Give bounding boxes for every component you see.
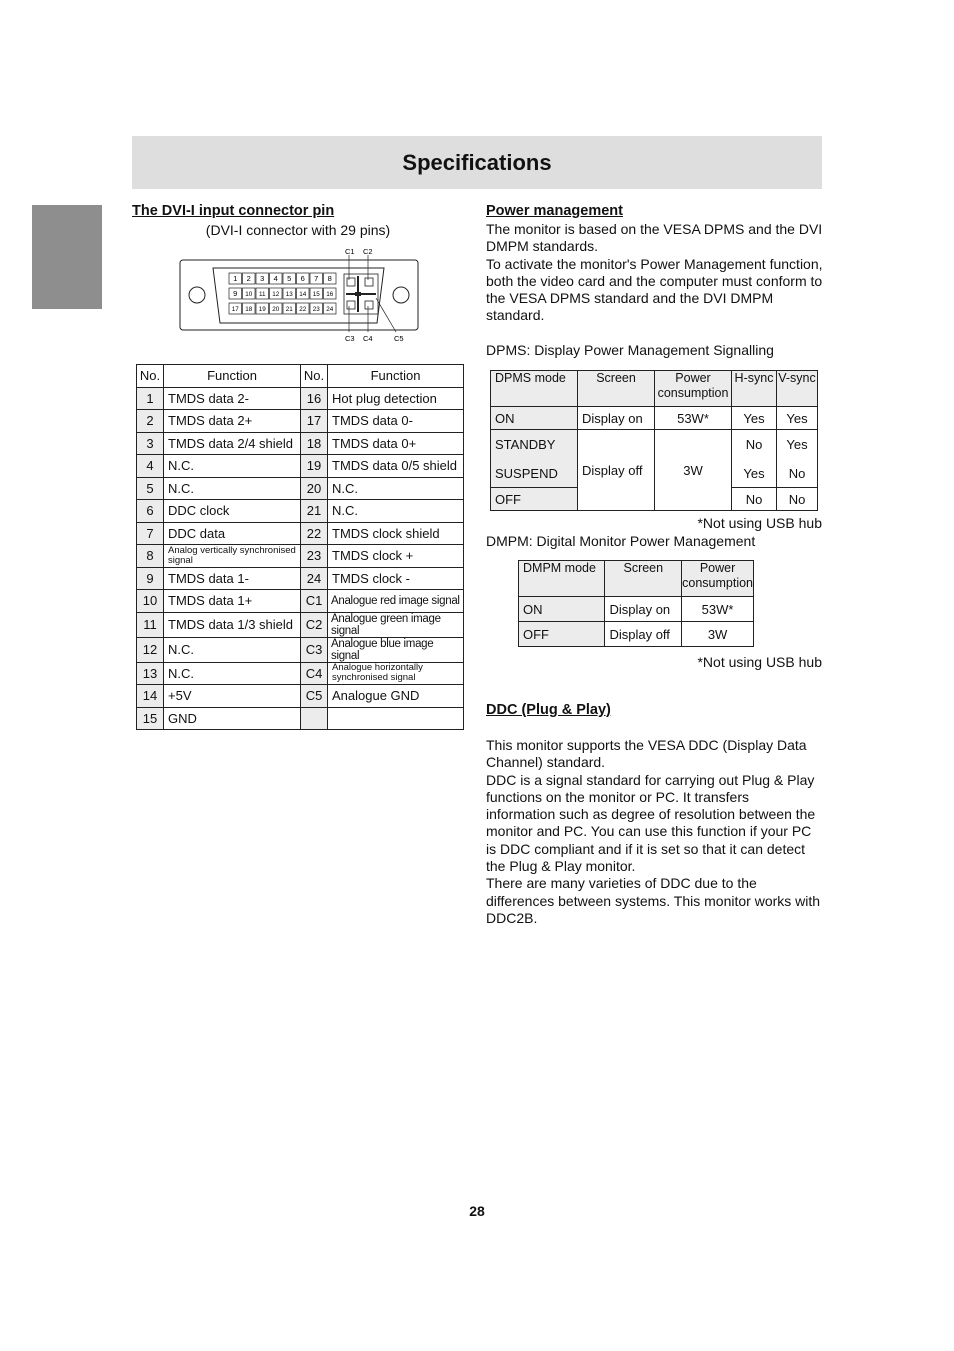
dmpm-on-power: 53W* <box>682 597 754 622</box>
pin-function-table <box>136 364 464 730</box>
dpms-standby-vsync: Yes <box>786 437 808 452</box>
pin-table-body <box>137 387 464 730</box>
pin-function: Analogue GND <box>328 685 464 708</box>
connector-pin-label: 6 <box>300 274 305 284</box>
pin-number: 9 <box>137 567 164 590</box>
dmpm-off-mode: OFF <box>519 622 605 647</box>
connector-pin-label: 3 <box>260 274 265 284</box>
c1-label: C1 <box>345 247 355 256</box>
page-title: Specifications <box>402 149 552 175</box>
pin-function: N.C. <box>328 477 464 500</box>
dmpm-on-screen: Display on <box>605 597 682 622</box>
pin-function: Hot plug detection <box>328 387 464 410</box>
power-intro <box>486 221 826 325</box>
pin-function: Analogue green image signal <box>328 612 464 637</box>
c4-label: C4 <box>363 334 373 343</box>
dpms-on-power: 53W* <box>655 407 732 430</box>
pin-number: 4 <box>137 455 164 478</box>
pin-number: 16 <box>301 387 328 410</box>
header-no-2: No. <box>301 365 328 388</box>
pin-function: TMDS data 1- <box>164 567 301 590</box>
pin-function: TMDS data 1/3 shield <box>164 612 301 637</box>
title-bar <box>132 136 822 189</box>
dpms-on-hsync: Yes <box>732 407 777 430</box>
dpms-shared-screen: Display off <box>578 430 655 511</box>
pin-function: TMDS data 1+ <box>164 590 301 613</box>
c1-pin <box>347 278 355 286</box>
dpms-table <box>490 370 818 511</box>
connector-pin-label: 19 <box>258 306 266 314</box>
table-header-row <box>137 365 464 388</box>
pin-number: 5 <box>137 477 164 500</box>
connector-pin-label: 10 <box>245 291 253 299</box>
right-screw-hole <box>393 287 409 303</box>
pin-function: Analog vertically synchronised signal <box>164 545 301 568</box>
connector-pin-label: 12 <box>272 291 280 299</box>
c2-pin <box>365 278 373 286</box>
left-screw-hole <box>189 287 205 303</box>
connector-pin-label: 21 <box>285 306 293 314</box>
connector-pin-label: 13 <box>285 291 293 299</box>
pin-function: TMDS data 2/4 shield <box>164 432 301 455</box>
pin-number: 13 <box>137 662 164 685</box>
pin-number: 23 <box>301 545 328 568</box>
dmpm-header-mode: DMPM mode <box>519 561 605 597</box>
header-no-1: No. <box>137 365 164 388</box>
c4-pin <box>365 301 373 309</box>
table-row <box>137 455 464 478</box>
dpms-caption: DPMS: Display Power Management Signalling <box>486 342 774 358</box>
pin-number: 11 <box>137 612 164 637</box>
c3-pin <box>347 301 355 309</box>
dvi-subtitle: (DVI-I connector with 29 pins) <box>205 222 391 238</box>
pin-number: C3 <box>301 637 328 662</box>
ddc-body <box>486 737 822 927</box>
dmpm-table <box>518 560 754 647</box>
dpms-row-on <box>491 407 818 430</box>
c3-label: C3 <box>345 334 355 343</box>
header-function-1: Function <box>164 365 301 388</box>
connector-pin-label: 7 <box>314 274 319 284</box>
connector-pin-label: 4 <box>273 274 278 284</box>
dpms-footnote: *Not using USB hub <box>697 515 822 531</box>
pin-function: Analogue blue image signal <box>328 637 464 662</box>
table-row <box>137 662 464 685</box>
pin-number: C1 <box>301 590 328 613</box>
table-row <box>137 500 464 523</box>
pin-function: N.C. <box>328 500 464 523</box>
pin-number: 17 <box>301 410 328 433</box>
pin-function: N.C. <box>164 662 301 685</box>
dpms-suspend-hsync: Yes <box>743 465 765 481</box>
pin-number: 8 <box>137 545 164 568</box>
table-row <box>137 477 464 500</box>
pin-number: C5 <box>301 685 328 708</box>
connector-pin-label: 16 <box>326 291 334 299</box>
connector-pin-label: 24 <box>326 306 334 314</box>
dpms-row-standby-suspend <box>491 430 818 488</box>
connector-pin-label: 23 <box>312 306 320 314</box>
table-row <box>137 410 464 433</box>
dmpm-row-on <box>519 597 754 622</box>
pin-function: TMDS clock - <box>328 567 464 590</box>
dpms-header-row <box>491 371 818 407</box>
c2-label: C2 <box>363 247 373 256</box>
table-row <box>137 387 464 410</box>
connector-pin-label: 15 <box>312 291 320 299</box>
pin-number: 1 <box>137 387 164 410</box>
pin-function: +5V <box>164 685 301 708</box>
table-row <box>137 685 464 708</box>
dpms-suspend-mode: SUSPEND <box>495 465 558 481</box>
table-row <box>137 522 464 545</box>
ddc-para-2: DDC is a signal standard for carrying out Plug & Play functions on the monitor or PC. It transfers information such as degree of resolution between the monitor and PC. You can use this function if your PC is DDC compliant and if it is set so that it can detect the Plug & Play monitor. <box>486 771 816 875</box>
side-tab-marker <box>32 205 102 309</box>
c5-label: C5 <box>394 334 404 343</box>
pin-number: 24 <box>301 567 328 590</box>
dmpm-off-power: 3W <box>682 622 754 647</box>
pin-number: 3 <box>137 432 164 455</box>
dpms-on-mode: ON <box>491 407 578 430</box>
table-row <box>137 707 464 730</box>
pin-function: Analogue red image signal <box>328 590 464 613</box>
dpms-standby-mode: STANDBY <box>495 437 556 452</box>
pin-number: 6 <box>137 500 164 523</box>
pin-number: 21 <box>301 500 328 523</box>
pin-function: TMDS data 2- <box>164 387 301 410</box>
dpms-header-power: Power consumption <box>655 371 732 407</box>
pin-function: N.C. <box>164 477 301 500</box>
pin-number: 7 <box>137 522 164 545</box>
dpms-off-vsync: No <box>777 488 818 511</box>
ddc-para-1: This monitor supports the VESA DDC (Display Data Channel) standard. <box>486 737 807 771</box>
pin-function: GND <box>164 707 301 730</box>
connector-pin-label: 1 <box>233 274 238 284</box>
power-para-2: To activate the monitor's Power Management function, both the video card and the computer must conform to the VESA DPMS standard and the DVI DMPM standard. <box>486 255 823 324</box>
table-row <box>137 637 464 662</box>
pin-number: 14 <box>137 685 164 708</box>
connector-pin-label: 9 <box>233 289 238 299</box>
pin-number: 12 <box>137 637 164 662</box>
pin-function <box>328 707 464 730</box>
table-row <box>137 590 464 613</box>
pin-number: C2 <box>301 612 328 637</box>
dvi-heading: The DVI-I input connector pin <box>132 203 335 219</box>
connector-pin-label: 8 <box>327 274 332 284</box>
pin-number <box>301 707 328 730</box>
pin-function: DDC data <box>164 522 301 545</box>
dpms-header-vsync: V-sync <box>777 371 818 407</box>
dpms-standby-hsync: No <box>745 437 763 452</box>
pin-number: 15 <box>137 707 164 730</box>
pin-number: C4 <box>301 662 328 685</box>
pin-function: TMDS clock shield <box>328 522 464 545</box>
power-heading: Power management <box>486 203 623 219</box>
pin-number: 18 <box>301 432 328 455</box>
pin-number: 10 <box>137 590 164 613</box>
connector-pin-label: 22 <box>299 306 307 314</box>
pin-function: TMDS clock + <box>328 545 464 568</box>
ddc-para-3: There are many varieties of DDC due to the differences between systems. This monitor works with DDC2B. <box>486 875 821 926</box>
power-para-1: The monitor is based on the VESA DPMS and the DVI DMPM standards. <box>486 221 823 255</box>
dpms-suspend-vsync: No <box>788 465 806 481</box>
connector-pin-label: 14 <box>299 291 307 299</box>
dmpm-header-power: Power consumption <box>682 561 754 597</box>
pin-function: TMDS data 2+ <box>164 410 301 433</box>
dpms-off-hsync: No <box>732 488 777 511</box>
dpms-standby-suspend-mode <box>491 430 578 488</box>
connector-pin-label: 2 <box>246 274 251 284</box>
dpms-header-mode: DPMS mode <box>491 371 578 407</box>
dmpm-footnote: *Not using USB hub <box>697 654 822 670</box>
pin-number: 2 <box>137 410 164 433</box>
pin-function: DDC clock <box>164 500 301 523</box>
dmpm-off-screen: Display off <box>605 622 682 647</box>
dmpm-header-screen: Screen <box>605 561 682 597</box>
table-row <box>137 567 464 590</box>
dpms-header-screen: Screen <box>578 371 655 407</box>
pin-number: 20 <box>301 477 328 500</box>
dpms-on-screen: Display on <box>578 407 655 430</box>
pin-function: Analogue horizontally synchronised signal <box>328 662 464 685</box>
dpms-shared-power: 3W <box>655 430 732 511</box>
dvi-connector-diagram <box>170 242 430 346</box>
dpms-on-vsync: Yes <box>777 407 818 430</box>
header-function-2: Function <box>328 365 464 388</box>
page-number: 28 <box>469 1203 485 1219</box>
connector-pin-label: 11 <box>258 291 266 299</box>
dpms-hsync-pair <box>732 430 777 488</box>
ddc-heading: DDC (Plug & Play) <box>486 702 611 718</box>
pin-function: N.C. <box>164 455 301 478</box>
dmpm-header-row <box>519 561 754 597</box>
pin-function: TMDS data 0/5 shield <box>328 455 464 478</box>
connector-pin-label: 20 <box>272 306 280 314</box>
dmpm-row-off <box>519 622 754 647</box>
dpms-off-mode: OFF <box>491 488 578 511</box>
pin-function: N.C. <box>164 637 301 662</box>
table-row <box>137 545 464 568</box>
dmpm-on-mode: ON <box>519 597 605 622</box>
pin-number: 22 <box>301 522 328 545</box>
pin-function: TMDS data 0- <box>328 410 464 433</box>
dpms-header-hsync: H-sync <box>732 371 777 407</box>
connector-pin-label: 17 <box>231 306 239 314</box>
table-row <box>137 612 464 637</box>
pin-function: TMDS data 0+ <box>328 432 464 455</box>
connector-pin-label: 18 <box>245 306 253 314</box>
dmpm-caption: DMPM: Digital Monitor Power Management <box>486 533 756 549</box>
connector-pin-label: 5 <box>287 274 292 284</box>
dpms-vsync-pair <box>777 430 818 488</box>
pin-number: 19 <box>301 455 328 478</box>
table-row <box>137 432 464 455</box>
